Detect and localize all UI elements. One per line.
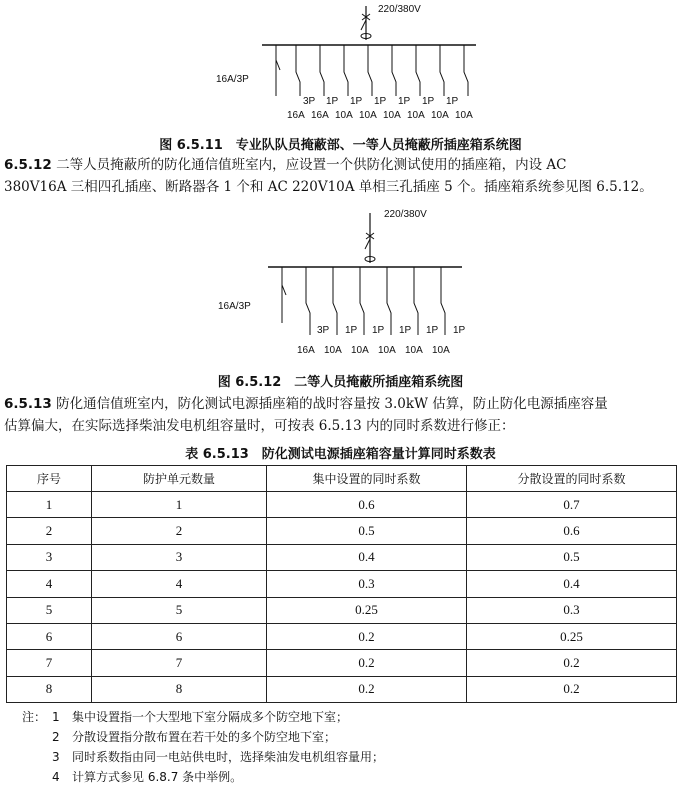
fig2-voltage-label: 220/380V [384, 209, 427, 220]
table-row [7, 518, 677, 544]
table-row [7, 571, 677, 597]
cell-centralized: 0.5 [267, 518, 467, 544]
fig2-pole-5: 1P [426, 325, 439, 336]
fig2-pole-4: 1P [399, 325, 412, 336]
fig1-rating-1: 16A [287, 110, 305, 121]
clause-text-line-2: 估算偏大，在实际选择柴油发电机组容量时，可按表 6.5.13 内的同时系数进行修正： [4, 418, 515, 434]
cell-unit-count: 2 [92, 518, 267, 544]
cell-unit-count: 8 [92, 676, 267, 702]
table-notes [22, 707, 384, 787]
cell-unit-count: 1 [92, 492, 267, 518]
cell-index: 1 [7, 492, 92, 518]
fig1-voltage-label: 220/380V [378, 4, 421, 15]
figure-6-5-11-caption: 图 6.5.11 专业队队员掩蔽部、一等人员掩蔽所插座箱系统图 [159, 138, 522, 153]
fig1-rating-2: 16A [311, 110, 329, 121]
note-text: 计算方式参见 6.8.7 条中举例。 [72, 770, 243, 784]
cell-centralized: 0.6 [267, 492, 467, 518]
table-row [7, 676, 677, 702]
note-number: 4 [52, 770, 60, 784]
cell-distributed: 0.7 [467, 492, 677, 518]
clause-text-line-2: 380V16A 三相四孔插座、断路器各 1 个和 AC 220V10A 单相三孔插座 5 个。插座箱系统参见图 6.5.12。 [4, 179, 653, 195]
clause-6-5-12 [4, 154, 680, 198]
cell-index: 2 [7, 518, 92, 544]
header-unit-count: 防护单元数量 [92, 466, 267, 492]
fig1-rating-8: 10A [455, 110, 473, 121]
fig2-pole-2: 1P [345, 325, 358, 336]
cell-centralized: 0.4 [267, 544, 467, 570]
fig1-branches [296, 45, 468, 96]
fig1-pole-4: 1P [374, 96, 387, 107]
cell-index: 8 [7, 676, 92, 702]
table-row [7, 492, 677, 518]
note-number: 1 [52, 710, 60, 724]
cell-distributed: 0.25 [467, 623, 677, 649]
cell-centralized: 0.2 [267, 623, 467, 649]
table-caption: 表 6.5.13 防化测试电源插座箱容量计算同时系数表 [185, 447, 496, 462]
table-row [7, 623, 677, 649]
fig1-pole-5: 1P [398, 96, 411, 107]
fig2-rating-3: 10A [351, 345, 369, 356]
cell-unit-count: 3 [92, 544, 267, 570]
fig2-rating-4: 10A [378, 345, 396, 356]
note-item [22, 727, 384, 747]
note-number: 2 [52, 730, 60, 744]
table-row [7, 597, 677, 623]
fig2-breaker-label: 16A/3P [218, 301, 251, 312]
coefficient-table [6, 465, 677, 703]
note-text: 集中设置指一个大型地下室分隔成多个防空地下室； [72, 710, 349, 724]
note-label: 注： [22, 710, 47, 724]
cell-distributed: 0.3 [467, 597, 677, 623]
fig1-rating-3: 10A [335, 110, 353, 121]
header-index: 序号 [7, 466, 92, 492]
clause-6-5-13 [4, 393, 680, 437]
cell-index: 3 [7, 544, 92, 570]
fig1-pole-3: 1P [350, 96, 363, 107]
cell-distributed: 0.2 [467, 676, 677, 702]
fig2-rating-5: 10A [405, 345, 423, 356]
note-item [22, 767, 384, 787]
header-distributed: 分散设置的同时系数 [467, 466, 677, 492]
table-row [7, 544, 677, 570]
fig1-rating-7: 10A [431, 110, 449, 121]
fig2-rating-6: 10A [432, 345, 450, 356]
clause-text-line-1: 二等人员掩蔽所的防化通信值班室内，应设置一个供防化测试使用的插座箱，内设 AC [56, 157, 567, 173]
cell-index: 5 [7, 597, 92, 623]
fig1-rating-4: 10A [359, 110, 377, 121]
cell-distributed: 0.4 [467, 571, 677, 597]
fig1-rating-5: 10A [383, 110, 401, 121]
fig1-pole-1: 3P [303, 96, 316, 107]
cell-unit-count: 6 [92, 623, 267, 649]
fig1-pole-6: 1P [422, 96, 435, 107]
clause-number: 6.5.13 [4, 396, 52, 412]
cell-centralized: 0.2 [267, 650, 467, 676]
cell-index: 4 [7, 571, 92, 597]
clause-number: 6.5.12 [4, 157, 52, 173]
cell-distributed: 0.5 [467, 544, 677, 570]
cell-index: 7 [7, 650, 92, 676]
figure-6-5-11-diagram [0, 0, 681, 128]
cell-index: 6 [7, 623, 92, 649]
fig1-pole-7: 1P [446, 96, 459, 107]
figure-6-5-12-caption: 图 6.5.12 二等人员掩蔽所插座箱系统图 [217, 375, 464, 390]
fig2-rating-1: 16A [297, 345, 315, 356]
cell-centralized: 0.25 [267, 597, 467, 623]
note-text: 分散设置指分散布置在若干处的多个防空地下室； [72, 730, 337, 744]
cell-unit-count: 7 [92, 650, 267, 676]
fig1-pole-2: 1P [326, 96, 339, 107]
note-item [22, 747, 384, 767]
cell-centralized: 0.2 [267, 676, 467, 702]
fig1-breaker-label: 16A/3P [216, 74, 249, 85]
cell-distributed: 0.2 [467, 650, 677, 676]
note-item [22, 707, 384, 727]
fig2-pole-3: 1P [372, 325, 385, 336]
cell-unit-count: 4 [92, 571, 267, 597]
note-text: 同时系数指由同一电站供电时，选择柴油发电机组容量用； [72, 750, 385, 764]
cell-centralized: 0.3 [267, 571, 467, 597]
header-centralized: 集中设置的同时系数 [267, 466, 467, 492]
clause-text-line-1: 防化通信值班室内，防化测试电源插座箱的战时容量按 3.0kW 估算，防止防化电源插座容量 [56, 396, 608, 412]
table-header-row [7, 466, 677, 492]
fig2-pole-6: 1P [453, 325, 466, 336]
note-number: 3 [52, 750, 60, 764]
fig1-rating-6: 10A [407, 110, 425, 121]
fig2-rating-2: 10A [324, 345, 342, 356]
cell-distributed: 0.6 [467, 518, 677, 544]
fig2-pole-1: 3P [317, 325, 330, 336]
table-row [7, 650, 677, 676]
figure-6-5-12-diagram [0, 205, 681, 365]
cell-unit-count: 5 [92, 597, 267, 623]
